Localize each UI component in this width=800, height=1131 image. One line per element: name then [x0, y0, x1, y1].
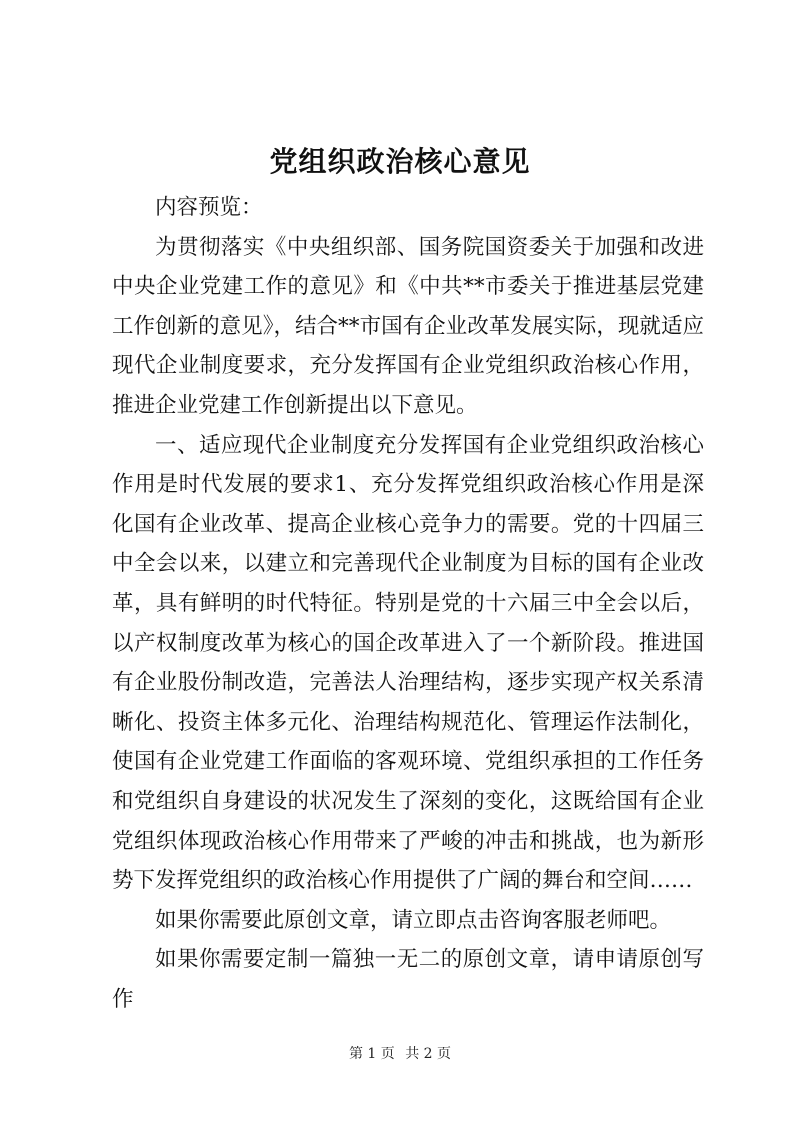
document-body: [112, 188, 704, 1019]
section-one-paragraph: 一、适应现代企业制度充分发挥国有企业党组织政治核心作用是时代发展的要求1、充分发挥党组织政治核心作用是深化国有企业改革、提高企业核心竞争力的需要。党的十四届三中全会以来，以建立和完善现代企业制度为目标的国有企业改革，具有鲜明的时代特征。特别是党的十六届三中全会以后，以产权制度改革为核心的国企改革进入了一个新阶段。推进国有企业股份制改造，完善法人治理结构，逐步实现产权关系清晰化、投资主体多元化、治理结构规范化、管理运作法制化，使国有企业党建工作面临的客观环境、党组织承担的工作任务和党组织自身建设的状况发生了深刻的变化，这既给国有企业党组织体现政治核心作用带来了严峻的冲击和挑战，也为新形势下发挥党组织的政治核心作用提供了广阔的舞台和空间……: [112, 432, 704, 894]
intro-paragraph: 为贯彻落实《中央组织部、国务院国资委关于加强和改进中央企业党建工作的意见》和《中共**市委关于推进基层党建工作创新的意见》，结合**市国有企业改革发展实际，现就适应现代企业制度要求，充分发挥国有企业党组织政治核心作用，推进企业党建工作创新提出以下意见。: [112, 234, 704, 418]
preview-label: 内容预览：: [155, 195, 263, 220]
page-total: 共 2 页: [405, 1046, 452, 1062]
consult-paragraph: 如果你需要此原创文章，请立即点击咨询客服老师吧。: [155, 907, 672, 933]
custom-writing-paragraph: 如果你需要定制一篇独一无二的原创文章，请申请原创写作: [112, 947, 704, 1012]
document-title: 党组织政治核心意见: [269, 145, 531, 178]
page-footer: [0, 1044, 800, 1064]
page-number: 第 1 页: [348, 1046, 395, 1062]
